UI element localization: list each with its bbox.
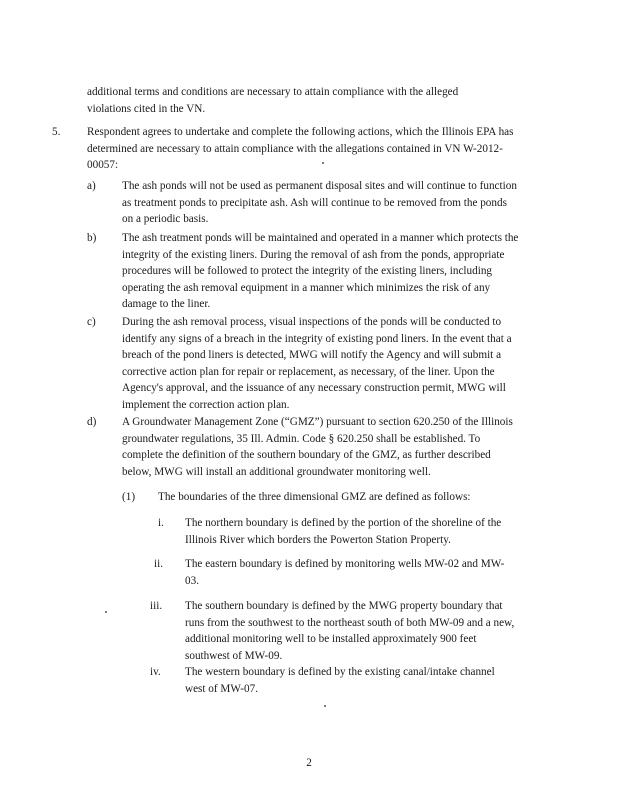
scan-speck [324,705,326,707]
page-number: 2 [306,757,312,769]
boundary-ii-paragraph: The eastern boundary is defined by monitoring wells MW-02 and MW-03. [185,558,505,587]
subitem-d-paragraph: A Groundwater Management Zone (“GMZ”) pursuant to section 620.250 of the Illinois groundwater regulations, 35 Ill. Admin. Code § 620.250 shall be established. To complete the definition of the southern boundary of the GMZ, as further described below, MWG will install an additional groundwater monitoring well. [122,416,513,478]
boundary-ii-label: ii. [154,558,164,570]
boundary-iii-label: iii. [150,600,163,612]
subitem-d1-label: (1) [122,491,136,503]
subitem-a-paragraph: The ash ponds will not be used as permanent disposal sites and will continue to function as treatment ponds to precipitate ash. Ash will continue to be removed from the ponds on a periodic basis. [122,180,517,226]
subitem-c-label: c) [87,316,96,328]
boundary-iii-paragraph: The southern boundary is defined by the MWG property boundary that runs from the southwest to the northeast south of both MW-09 and a new, additional monitoring well to be installed approximately 900 feet southwest of MW-09. [185,600,515,662]
item-5-number: 5. [52,126,61,138]
subitem-d-label: d) [87,416,97,428]
subitem-c-paragraph: During the ash removal process, visual inspections of the ponds will be conducted to identify any signs of a breach in the integrity of existing pond liners. In the event that a breach of the pond liners is detected, MWG will notify the Agency and will submit a corrective action plan for repair or replacement, as necessary, of the liner. Upon the Agency's approval, and the issuance of any necessary construction permit, MWG will implement the correction action plan. [122,316,512,411]
subitem-d1-paragraph: The boundaries of the three dimensional GMZ are defined as follows: [158,491,471,503]
subitem-b-label: b) [87,232,97,244]
boundary-i-paragraph: The northern boundary is defined by the portion of the shoreline of the Illinois River which borders the Powerton Station Property. [185,517,502,546]
boundary-iv-label: iv. [150,666,161,678]
intro-paragraph: additional terms and conditions are necessary to attain compliance with the alleged violations cited in the VN. [87,86,459,115]
subitem-b-paragraph: The ash treatment ponds will be maintained and operated in a manner which protects the integrity of the existing liners. During the removal of ash from the ponds, appropriate procedures will be followed to protect the integrity of the existing liners, including operating the ash removal equipment in a manner which minimizes the risk of any damage to the liner. [122,232,519,311]
boundary-i-label: i. [158,517,164,529]
scan-speck [105,611,107,613]
item-5-paragraph: Respondent agrees to undertake and complete the following actions, which the Illinois EPA has determined are necessary to attain compliance with the allegations contained in VN W-2012-00057: [87,126,514,172]
subitem-a-label: a) [87,180,96,192]
boundary-iv-paragraph: The western boundary is defined by the existing canal/intake channel west of MW-07. [185,666,495,695]
scan-speck [322,162,324,164]
